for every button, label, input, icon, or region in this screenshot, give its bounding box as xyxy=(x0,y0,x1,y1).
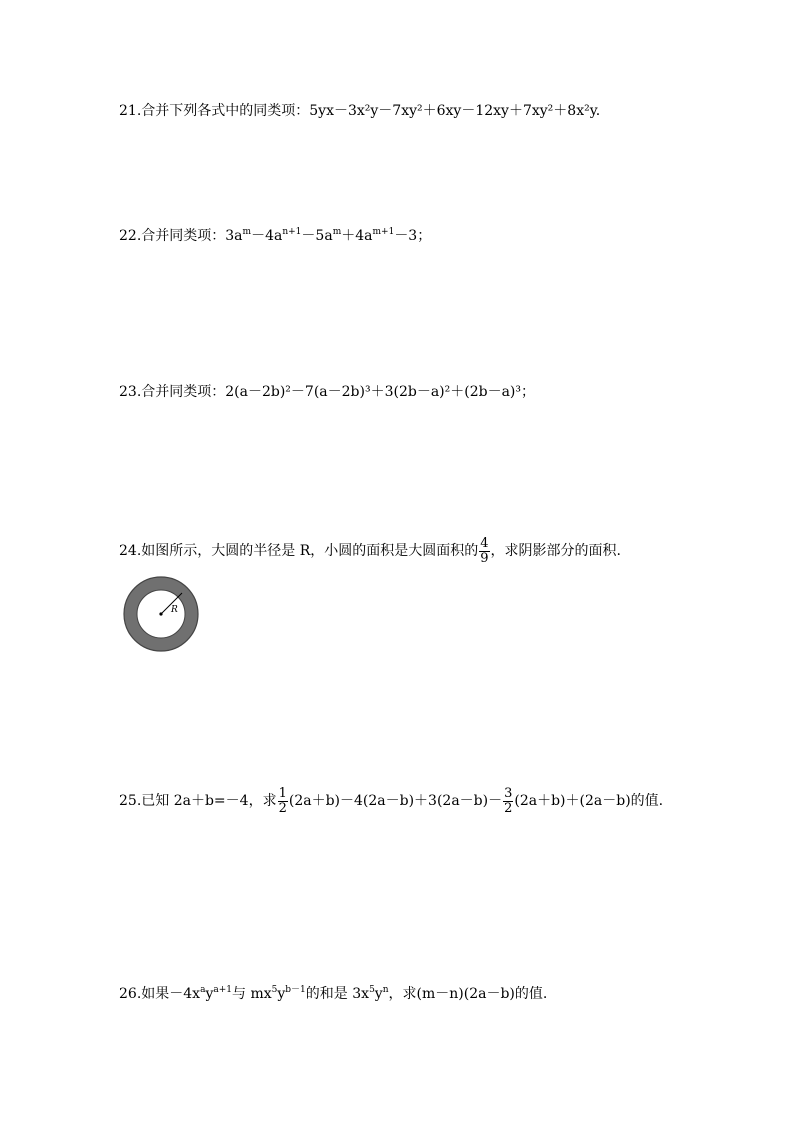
term: y xyxy=(205,986,214,1002)
question-26 xyxy=(119,985,547,1003)
question-suffix: ，求(m－n)(2a－b)的值. xyxy=(388,986,548,1002)
question-suffix: ，求阴影部分的面积. xyxy=(490,543,621,559)
question-prefix: 合并下列各式中的同类项： xyxy=(141,103,310,119)
fraction-denominator: 2 xyxy=(278,800,287,816)
question-prefix: 合并同类项： xyxy=(141,228,226,244)
question-number: 25. xyxy=(119,793,142,809)
question-text: 如图所示，大圆的半径是 R，小圆的面积是大圆面积的 xyxy=(141,543,479,559)
fraction-numerator: 3 xyxy=(504,785,513,801)
term: －4a xyxy=(251,228,283,244)
fraction-denominator: 9 xyxy=(480,550,489,566)
question-number: 21. xyxy=(119,103,142,119)
question-23 xyxy=(119,383,535,401)
expression: (2a＋b)－4(2a－b)＋3(2a－b)－ xyxy=(288,793,503,809)
term: －3； xyxy=(394,228,432,244)
question-suffix: (2a＋b)＋(2a－b)的值. xyxy=(514,793,664,809)
question-number: 23. xyxy=(119,384,142,400)
term: y xyxy=(374,986,383,1002)
exponent: 5 xyxy=(369,985,375,995)
exponent: m+1 xyxy=(372,227,395,237)
term: 3a xyxy=(225,228,243,244)
term: y xyxy=(277,986,286,1002)
term: 如果－4x xyxy=(141,986,201,1002)
fraction-numerator: 1 xyxy=(278,785,287,801)
fraction xyxy=(479,537,489,566)
question-number: 22. xyxy=(119,228,142,244)
exponent: 5 xyxy=(271,985,278,995)
annulus-diagram xyxy=(120,576,202,656)
fraction xyxy=(278,787,288,816)
radius-label: R xyxy=(171,605,178,615)
exponent: a xyxy=(200,985,206,995)
fraction xyxy=(503,787,513,816)
question-25 xyxy=(119,784,663,818)
exponent: b－1 xyxy=(285,985,306,995)
question-prefix: 合并同类项： xyxy=(141,384,226,400)
annulus-figure xyxy=(120,576,202,656)
question-21 xyxy=(119,102,600,120)
exponent: m xyxy=(242,227,252,237)
term: 与 mx xyxy=(232,986,272,1002)
question-text: 已知 2a＋b=－4，求 xyxy=(141,793,277,809)
exponent: n xyxy=(382,985,389,995)
fraction-numerator: 4 xyxy=(480,535,489,551)
question-number: 24. xyxy=(119,543,142,559)
expression: 2(a－2b)²－7(a－2b)³＋3(2b－a)²＋(2b－a)³； xyxy=(225,384,535,400)
question-number: 26. xyxy=(119,986,142,1002)
term: －5a xyxy=(301,228,333,244)
exponent: n+1 xyxy=(282,227,302,237)
term: 的和是 3x xyxy=(305,986,370,1002)
question-22 xyxy=(119,227,431,245)
fraction-denominator: 2 xyxy=(504,800,513,816)
exponent: m xyxy=(332,227,342,237)
expression: 5yx－3x²y－7xy²＋6xy－12xy＋7xy²＋8x²y. xyxy=(309,103,601,119)
question-24 xyxy=(119,534,621,568)
exponent: a+1 xyxy=(213,985,233,995)
term: ＋4a xyxy=(341,228,373,244)
